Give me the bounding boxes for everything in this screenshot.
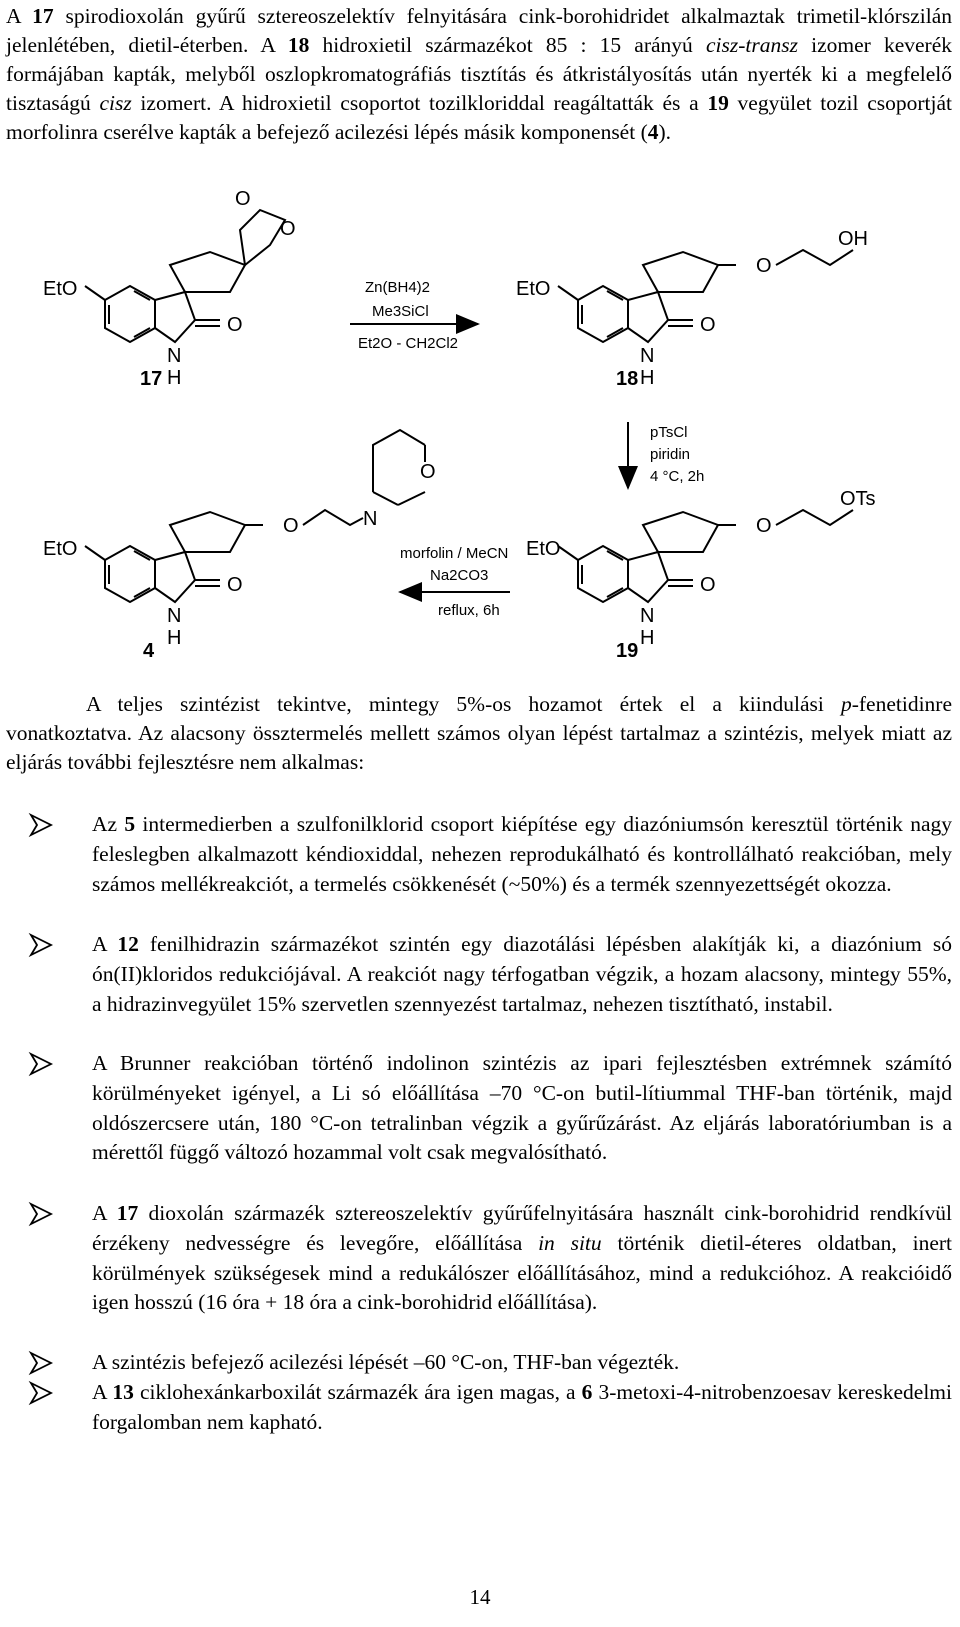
eto-label-18: EtO — [516, 278, 551, 300]
step2-reagent2: piridin — [650, 446, 691, 463]
dioxolane-o1-17: O — [235, 188, 251, 210]
arrowhead-bullet-icon — [28, 1051, 54, 1077]
morpholine-n-label-4: N — [363, 508, 378, 530]
ether-o-label-4: O — [283, 515, 299, 537]
step3-reagent2: Na2CO3 — [430, 567, 489, 584]
h-label-17: H — [167, 367, 182, 389]
n-label-19: N — [640, 605, 655, 627]
compound-19-number: 19 — [616, 640, 639, 662]
step1-reagent2: Me3SiCl — [372, 303, 429, 320]
compound-17-structure — [43, 188, 296, 390]
eto-label-19: EtO — [526, 538, 561, 560]
step3-reagent1: morfolin / MeCN — [400, 545, 509, 562]
dioxolane-o2-17: O — [280, 218, 296, 240]
compound-18-number: 18 — [616, 368, 639, 390]
h-label-4: H — [167, 627, 182, 649]
ots-label-19: OTs — [840, 488, 876, 510]
step3-conditions: reflux, 6h — [438, 602, 500, 619]
n-label-17: N — [167, 345, 182, 367]
h-label-18: H — [640, 367, 655, 389]
ether-o-label-19: O — [756, 515, 772, 537]
intro-paragraph: A 17 spirodioxolán gyűrű sztereoszelektív felnyitására cink-borohidridet alkalmaztak trimetil-klórszilán jelenlétében, dietil-éterben. A 18 hidroxietil származékot 85 : 15 arányú cisz-transz izomer keverék formájában kapták, melyből oszlopkromatográfiás tisztítás és átkristályosítás után nyerték ki a megfelelő tisztaságú cisz izomert. A hidroxietil csoportot tozilkloriddal reagáltatták és a 19 vegyület tozil csoportját morfolinra cserélve kapták a befejező acilezési lépés másik komponensét (4). — [6, 4, 953, 144]
eto-label-17: EtO — [43, 278, 78, 300]
carbonyl-o-label-4: O — [227, 574, 243, 596]
page-number: 14 — [469, 1585, 491, 1609]
carbonyl-o-label-18: O — [700, 314, 716, 336]
eto-label-4: EtO — [43, 538, 78, 560]
n-label-4: N — [167, 605, 182, 627]
compound-17-number: 17 — [140, 368, 163, 390]
step2-reagent1: pTsCl — [650, 424, 688, 441]
n-label-18: N — [640, 345, 655, 367]
compound-18-structure — [516, 228, 868, 390]
step1-reagent1: Zn(BH4)2 — [365, 279, 431, 296]
compound-4-structure — [43, 430, 436, 662]
carbonyl-o-label-17: O — [227, 314, 243, 336]
compound-19-structure — [526, 488, 876, 662]
arrowhead-bullet-icon — [28, 812, 54, 838]
reaction-scheme — [0, 188, 960, 700]
compound-4-number: 4 — [143, 640, 155, 662]
arrowhead-bullet-icon — [28, 1380, 54, 1406]
morpholine-o-label-4: O — [420, 461, 436, 483]
step2-conditions: 4 °C, 2h — [650, 468, 705, 485]
carbonyl-o-label-19: O — [700, 574, 716, 596]
h-label-19: H — [640, 627, 655, 649]
arrowhead-bullet-icon — [28, 1350, 54, 1376]
summary-paragraph: A teljes szintézist tekintve, mintegy 5%-os hozamot értek el a kiindulási p-fenetidinre vonatkoztatva. Az alacsony össztermelés mellett számos olyan lépést tartalmaz a szintézis, melyek miatt az eljárás további fejlesztésre nem alkalmas: — [6, 692, 952, 774]
arrowhead-bullet-icon — [28, 932, 54, 958]
step1-solvent: Et2O - CH2Cl2 — [358, 335, 459, 352]
ether-o-label-18: O — [756, 255, 772, 277]
oh-label-18: OH — [838, 228, 868, 250]
arrowhead-bullet-icon — [28, 1201, 54, 1227]
